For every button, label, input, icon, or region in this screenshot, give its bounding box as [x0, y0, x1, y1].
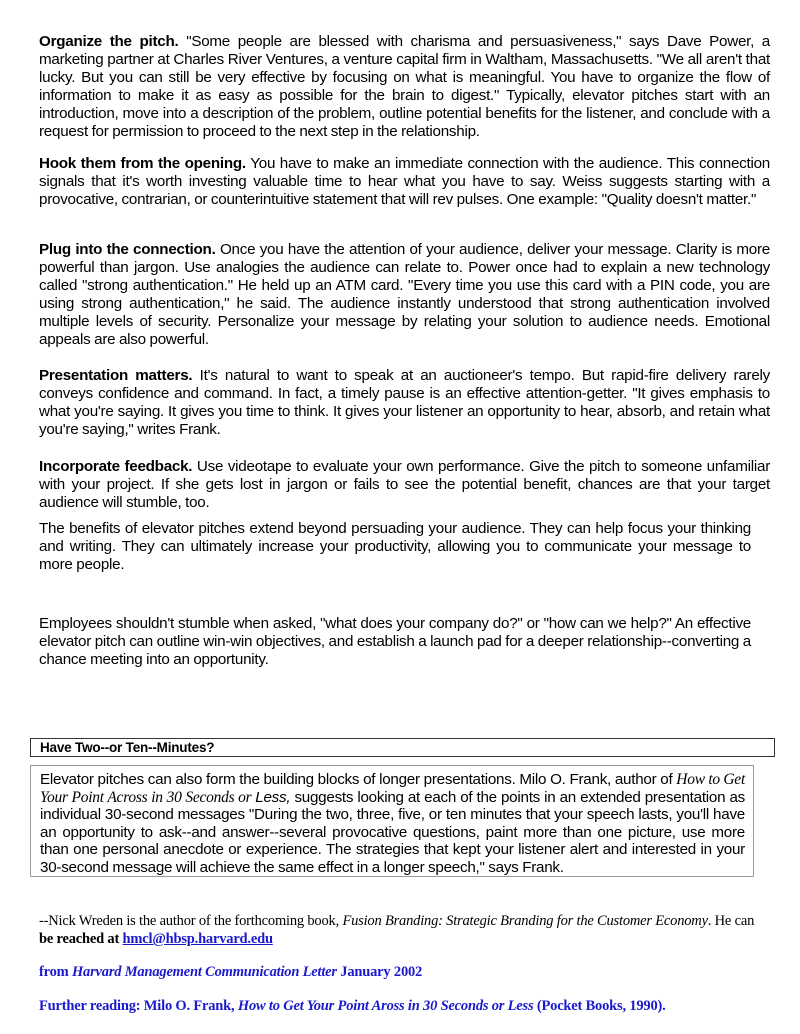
further-reading-label: Further reading: Milo O. Frank, — [39, 998, 238, 1014]
paragraph-heading: Incorporate feedback. — [39, 458, 193, 475]
author-credit-prefix: --Nick Wreden is the author of the forthcoming book, — [39, 913, 343, 929]
paragraph-presentation-matters — [39, 367, 770, 439]
paragraph-incorporate-feedback — [39, 458, 770, 512]
sidebar-body — [30, 765, 754, 877]
paragraph-text: Once you have the attention of your audience, deliver your message. Clarity is more powerful than jargon. Use analogies the audience can relate to. Power once had to explain a new technology called "strong authentication." He held up an ATM card. "Every time you use this card with a PIN code, you are using strong authentication," he said. The audience instantly understood that strong authentication involved multiple levels of security. Personalize your message by relating your solution to audience needs. Emotional appeals are also powerful. — [39, 241, 770, 348]
sidebar-book-title-end: Less, — [255, 788, 291, 806]
paragraph-text: Use videotape to evaluate your own performance. Give the pitch to someone unfamiliar with your project. If she gets lost in jargon or fails to see the potential benefit, chances are that your target audience will stumble, too. — [39, 458, 771, 511]
source-line — [39, 963, 759, 981]
paragraph-plug-connection — [39, 241, 770, 349]
paragraph-text: You have to make an immediate connection with the audience. This connection signals that it's worth investing valuable time to hear what you have to say. Weiss suggests starting with a provocative, contrarian, or counterintuitive statement that will rev pulses. One example: "Quality doesn't matter." — [39, 155, 770, 208]
further-reading-details: (Pocket Books, 1990). — [533, 998, 666, 1014]
paragraph-heading: Plug into the connection. — [39, 241, 216, 258]
paragraph-hook-opening — [39, 155, 770, 209]
sidebar-text: Elevator pitches can also form the building blocks of longer presentations. Milo O. Frank, author of — [40, 771, 677, 788]
paragraph-organize-pitch — [39, 33, 770, 141]
paragraph-conclusion: Employees shouldn't stumble when asked, "what does your company do?" or "how can we help?" An effective elevator pitch can outline win-win objectives, and establish a launch pad for a deeper relationship--converting a chance meeting into an opportunity. — [39, 615, 751, 668]
author-credit — [39, 912, 759, 948]
author-reached-label: be reached at — [39, 931, 123, 947]
paragraph-heading: Presentation matters. — [39, 367, 193, 384]
further-reading-book-title: How to Get Your Point Aross in 30 Seconds or Less — [237, 998, 534, 1014]
author-email-link[interactable]: hmcl@hbsp.harvard.edu — [122, 931, 273, 947]
paragraph-text: "Some people are blessed with charisma and persuasiveness," says Dave Power, a marketing partner at Charles River Ventures, a venture capital firm in Waltham, Massachusetts. "We all aren't that lucky. But you can still be very effective by focusing on what is meaningful. You have to organize the flow of information to make it as easy as possible for the brain to digest." Typically, elevator pitches start with an introduction, move into a description of the problem, outline potential benefits for the listener, and conclude with a request for permission to proceed to the next step in the relationship. — [39, 33, 770, 140]
paragraph-text: It's natural to want to speak at an auctioneer's tempo. But rapid-fire delivery rarely conveys confidence and command. In fact, a timely pause is an effective attention-getter. "It gives emphasis to what you're saying. It gives you time to think. It gives your listener an opportunity to hear, absorb, and retain what you're saying," writes Frank. — [39, 367, 770, 438]
sidebar-book-title: How to Get Your Point Across in 30 Seconds or — [40, 771, 745, 806]
source-date: January 2002 — [336, 964, 423, 980]
paragraph-benefits: The benefits of elevator pitches extend beyond persuading your audience. They can help focus your thinking and writing. They can ultimately increase your productivity, allowing you to communicate your message to more people. — [39, 520, 751, 573]
source-publication: Harvard Management Communication Letter — [71, 964, 337, 980]
author-book-title: Fusion Branding: Strategic Branding for the Customer Economy — [342, 913, 708, 929]
author-credit-middle: . He can — [707, 913, 755, 929]
sidebar-text-continued: suggests looking at each of the points in an extended presentation as individual 30-second messages "During the two, three, five, or ten minutes that your speech lasts, you'll have an opportunity to ask--and answer--several provocative questions, paint more than one picture, use more than one personal anecdote or experience. The strategies that kept your listener alert and interested in your 30-second message will achieve the same effect in a longer speech," says Frank. — [40, 788, 745, 876]
source-from-label: from — [39, 964, 72, 980]
sidebar-title: Have Two--or Ten--Minutes? — [30, 738, 775, 757]
paragraph-heading: Hook them from the opening. — [39, 155, 246, 172]
paragraph-heading: Organize the pitch. — [39, 33, 179, 50]
further-reading-line — [39, 997, 759, 1015]
